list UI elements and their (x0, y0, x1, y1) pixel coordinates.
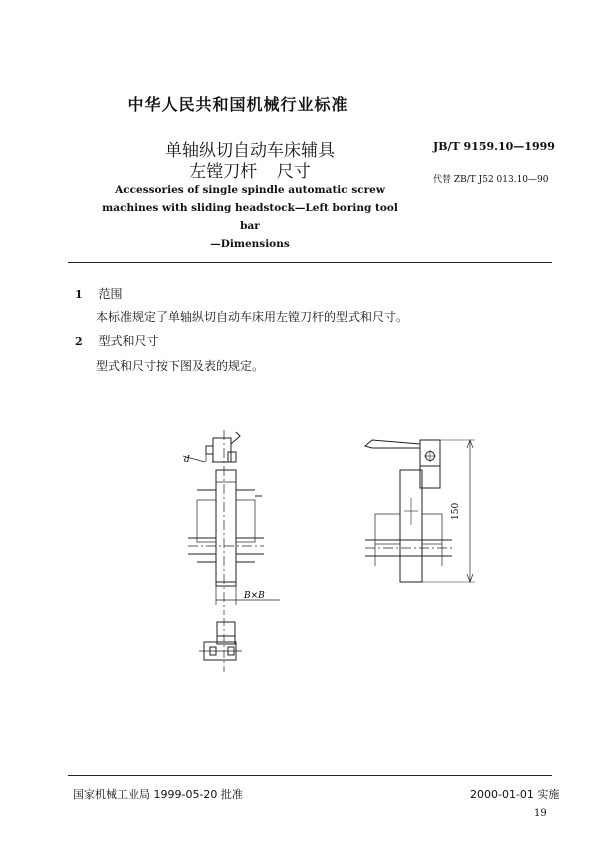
title-en-line2: machines with sliding headstock—Left boring tool bar (102, 202, 398, 232)
label-d: d (184, 455, 190, 465)
section-1-body: 本标准规定了单轴纵切自动车床用左镗刀杆的型式和尺寸。 (96, 310, 409, 324)
page-number: 19 (534, 808, 547, 819)
front-view (183, 430, 280, 615)
replaces-standard: 代替 ZB/T J52 013.10—90 (433, 175, 549, 185)
implementation-date: 2000-01-01 实施 (470, 788, 560, 801)
title-en-line1: Accessories of single spindle automatic screw (115, 184, 385, 196)
section-view (199, 618, 242, 672)
label-section: B×B (244, 591, 265, 601)
standard-number: JB/T 9159.10—1999 (433, 140, 555, 153)
label-length: 150 (451, 502, 461, 520)
approved-by: 国家机械工业局 1999-05-20 批准 (73, 788, 243, 801)
section-2-number: 2 (75, 335, 83, 348)
section-1-number: 1 (75, 288, 83, 301)
section-2-body: 型式和尺寸按下图及表的规定。 (96, 359, 265, 373)
section-1-title: 范围 (98, 287, 123, 301)
footer-divider (68, 775, 552, 776)
ministry-title: 中华人民共和国机械行业标准 (127, 95, 349, 114)
section-2-title: 型式和尺寸 (98, 334, 159, 348)
title-en-line3: —Dimensions (210, 238, 290, 250)
title-cn-line1: 单轴纵切自动车床辅具 (165, 141, 335, 161)
title-cn-line2: 左镗刀杆 尺寸 (189, 162, 311, 182)
